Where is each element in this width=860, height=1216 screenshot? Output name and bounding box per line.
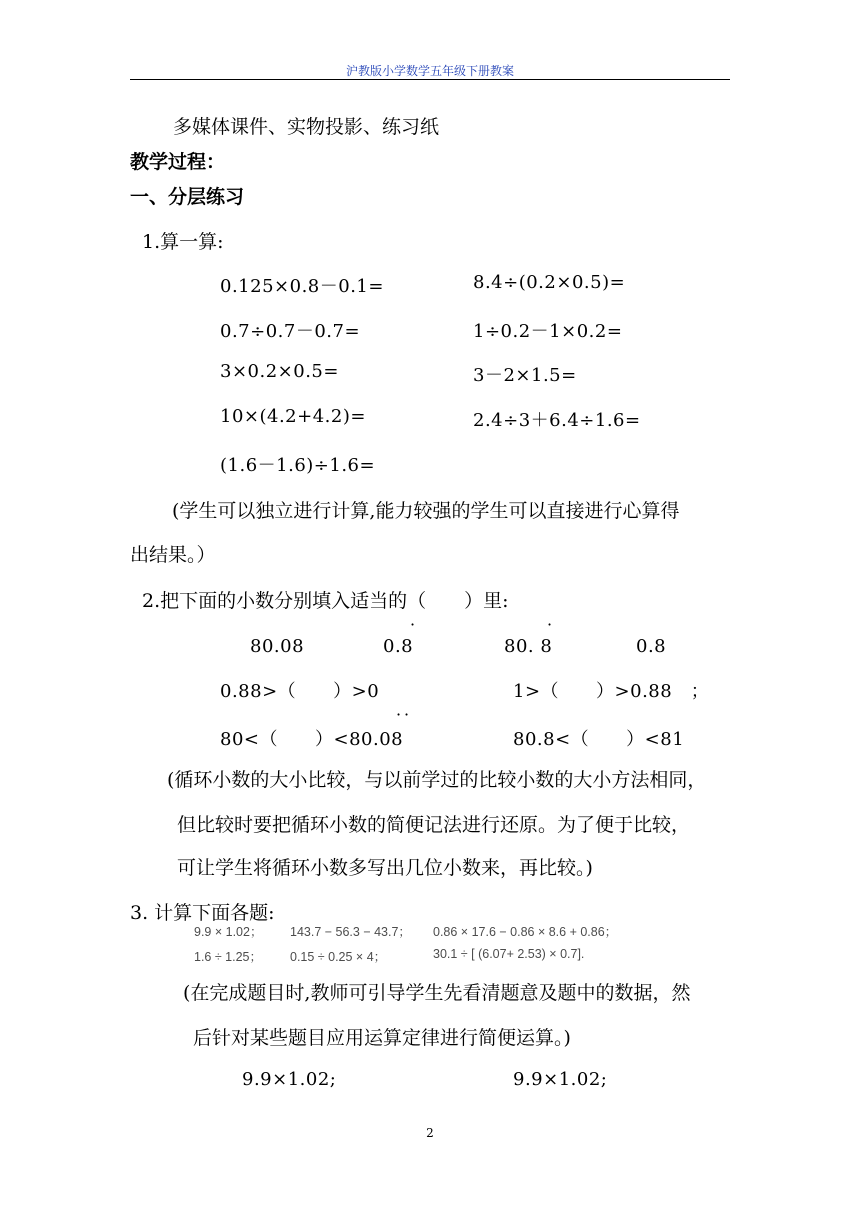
q3-expressions-image: [190, 918, 640, 970]
q3-answer: 9.9×1.02;: [513, 1069, 608, 1090]
q2-row2-left: 80<（ ）<80.08: [220, 729, 404, 750]
q3-expr: 9.9 × 1.02；: [194, 925, 263, 939]
q1-right-expr: 8.4÷(0.2×0.5)=: [473, 272, 626, 293]
header-title: 沪教版小学数学五年级下册教案: [345, 64, 514, 78]
q1-right-expr: 2.4÷3＋6.4÷1.6=: [473, 410, 641, 431]
repeating-dot: ·: [396, 705, 402, 724]
q1-note-line2: 出结果。）: [130, 544, 216, 566]
q2-number: 80.08: [250, 636, 305, 657]
q3-expr: 143.7 − 56.3 − 43.7；: [290, 925, 411, 939]
q1-note-line1: (学生可以独立进行计算,能力较强的学生可以直接进行心算得: [172, 500, 680, 522]
q2-note-line1: (循环小数的大小比较，与以前学过的比较小数的大小方法相同，: [167, 769, 707, 791]
q3-expr: 30.1 ÷ [ (6.07+ 2.53) × 0.7].: [433, 947, 585, 961]
q1-right-expr: 3－2×1.5=: [473, 365, 577, 386]
part-title: 一、分层练习: [130, 186, 245, 208]
q1-title: 1.算一算:: [142, 231, 224, 253]
q2-note-line3: 可让学生将循环小数多写出几位小数来，再比较。): [177, 857, 593, 879]
repeating-dot: ·: [410, 615, 416, 634]
q2-number: 0.8: [636, 636, 667, 657]
q2-row1-right: 1>（ ）>0.88 ；: [513, 681, 710, 702]
q3-answer: 9.9×1.02;: [242, 1069, 337, 1090]
q1-left-expr: 0.125×0.8－0.1=: [220, 276, 384, 297]
repeating-dot: ·: [547, 615, 553, 634]
repeating-dot: ·: [404, 705, 410, 724]
q2-row2-right: 80.8<（ ）<81: [513, 729, 685, 750]
q3-expr: 1.6 ÷ 1.25；: [194, 950, 263, 964]
q2-title: 2.把下面的小数分别填入适当的（ ）里:: [142, 590, 509, 612]
q3-title: 3. 计算下面各题:: [130, 902, 275, 924]
header-rule: [130, 79, 730, 80]
q2-number: 0.8: [383, 636, 414, 657]
q2-row1-left: 0.88>（ ）>0: [220, 681, 380, 702]
q2-number: 80. 8: [504, 636, 553, 657]
section-title: 教学过程：: [130, 151, 226, 173]
q3-expr: 0.15 ÷ 0.25 × 4；: [290, 950, 387, 964]
q1-right-expr: 1÷0.2－1×0.2=: [473, 321, 623, 342]
q1-left-expr: 3×0.2×0.5=: [220, 361, 339, 382]
q1-left-expr: (1.6－1.6)÷1.6=: [220, 455, 376, 476]
q1-left-expr: 0.7÷0.7－0.7=: [220, 321, 361, 342]
q3-expr: 0.86 × 17.6 − 0.86 × 8.6 + 0.86；: [433, 925, 618, 939]
q3-note-line1: (在完成题目时,教师可引导学生先看清题意及题中的数据，然: [183, 982, 691, 1004]
q1-left-expr: 10×(4.2+4.2)=: [220, 406, 366, 427]
q2-note-line2: 但比较时要把循环小数的简便记法进行还原。为了便于比较，: [177, 814, 691, 836]
materials-text: 多媒体课件、实物投影、练习纸: [173, 116, 440, 138]
page-number: 2: [426, 1126, 434, 1140]
q3-note-line2: 后针对某些题目应用运算定律进行简便运算。): [193, 1027, 571, 1049]
